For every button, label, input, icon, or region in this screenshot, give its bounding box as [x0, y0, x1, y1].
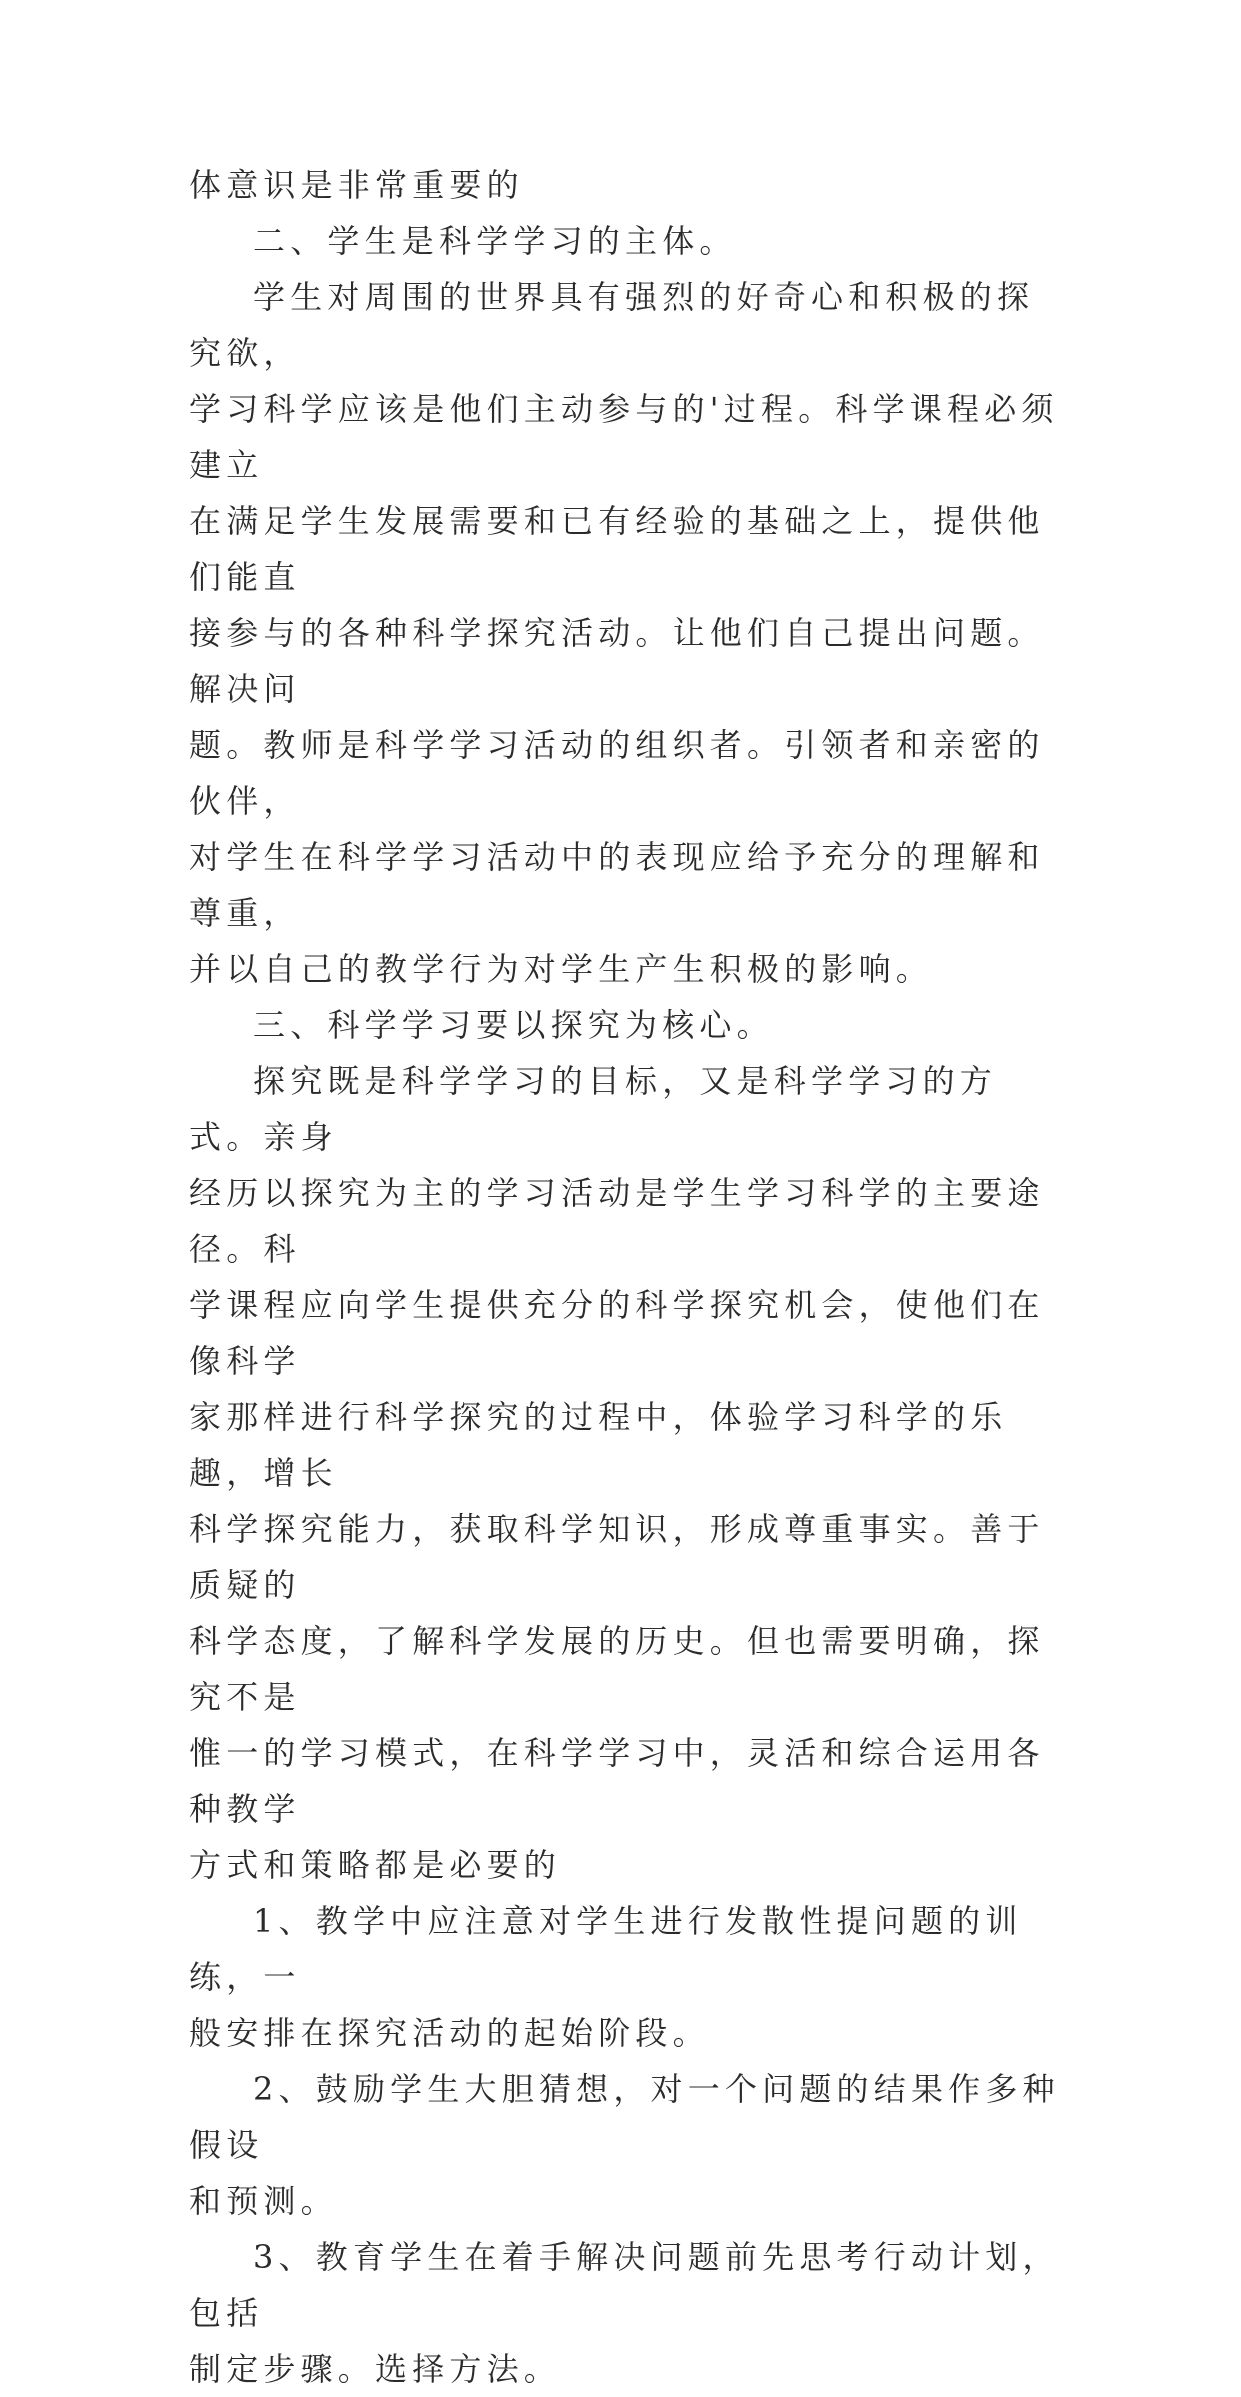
paragraph-student-subject: 学生对周围的世界具有强烈的好奇心和积极的探究欲， 学习科学应该是他们主动参与的'过程。科学课程必须建立 在满足学生发展需要和已有经验的基础之上，提供他们能直 接参与的各种科学探究活动。让他们自己提出问题。解决问 题。教师是科学学习活动的组织者。引领者和亲密的伙伴， 对学生在科学学习活动中的表现应给予充分的理解和尊重， 并以自己的教学行为对学生产生积极的影响。: [189, 278, 1059, 988]
paragraph-inquiry-core: 探究既是科学学习的目标，又是科学学习的方式。亲身 经历以探究为主的学习活动是学生学习科学的主要途径。科 学课程应向学生提供充分的科学探究机会，使他们在像科学 家那样进行科学探究的过程中，体验学习科学的乐趣，增长 科学探究能力，获取科学知识，形成尊重事实。善于质疑的 科学态度，了解科学发展的历史。但也需要明确，探究不是 惟一的学习模式，在科学学习中，灵活和综合运用各种教学 方式和策略都是必要的: [189, 1062, 1045, 1884]
section-heading-3: 三、科学学习要以探究为核心。: [253, 1006, 774, 1044]
list-item-2: 2、鼓励学生大胆猜想，对一个问题的结果作多种假设 和预测。: [189, 2070, 1060, 2220]
paragraph-continuation: 体意识是非常重要的: [189, 166, 524, 204]
section-heading-2: 二、学生是科学学习的主体。: [253, 222, 737, 260]
list-item-3: 3、教育学生在着手解决问题前先思考行动计划，包括 制定步骤。选择方法。: [189, 2238, 1060, 2388]
document-body: [189, 157, 1069, 2397]
list-item-1: 1、教学中应注意对学生进行发散性提问题的训练，一 般安排在探究活动的起始阶段。: [189, 1902, 1023, 2052]
